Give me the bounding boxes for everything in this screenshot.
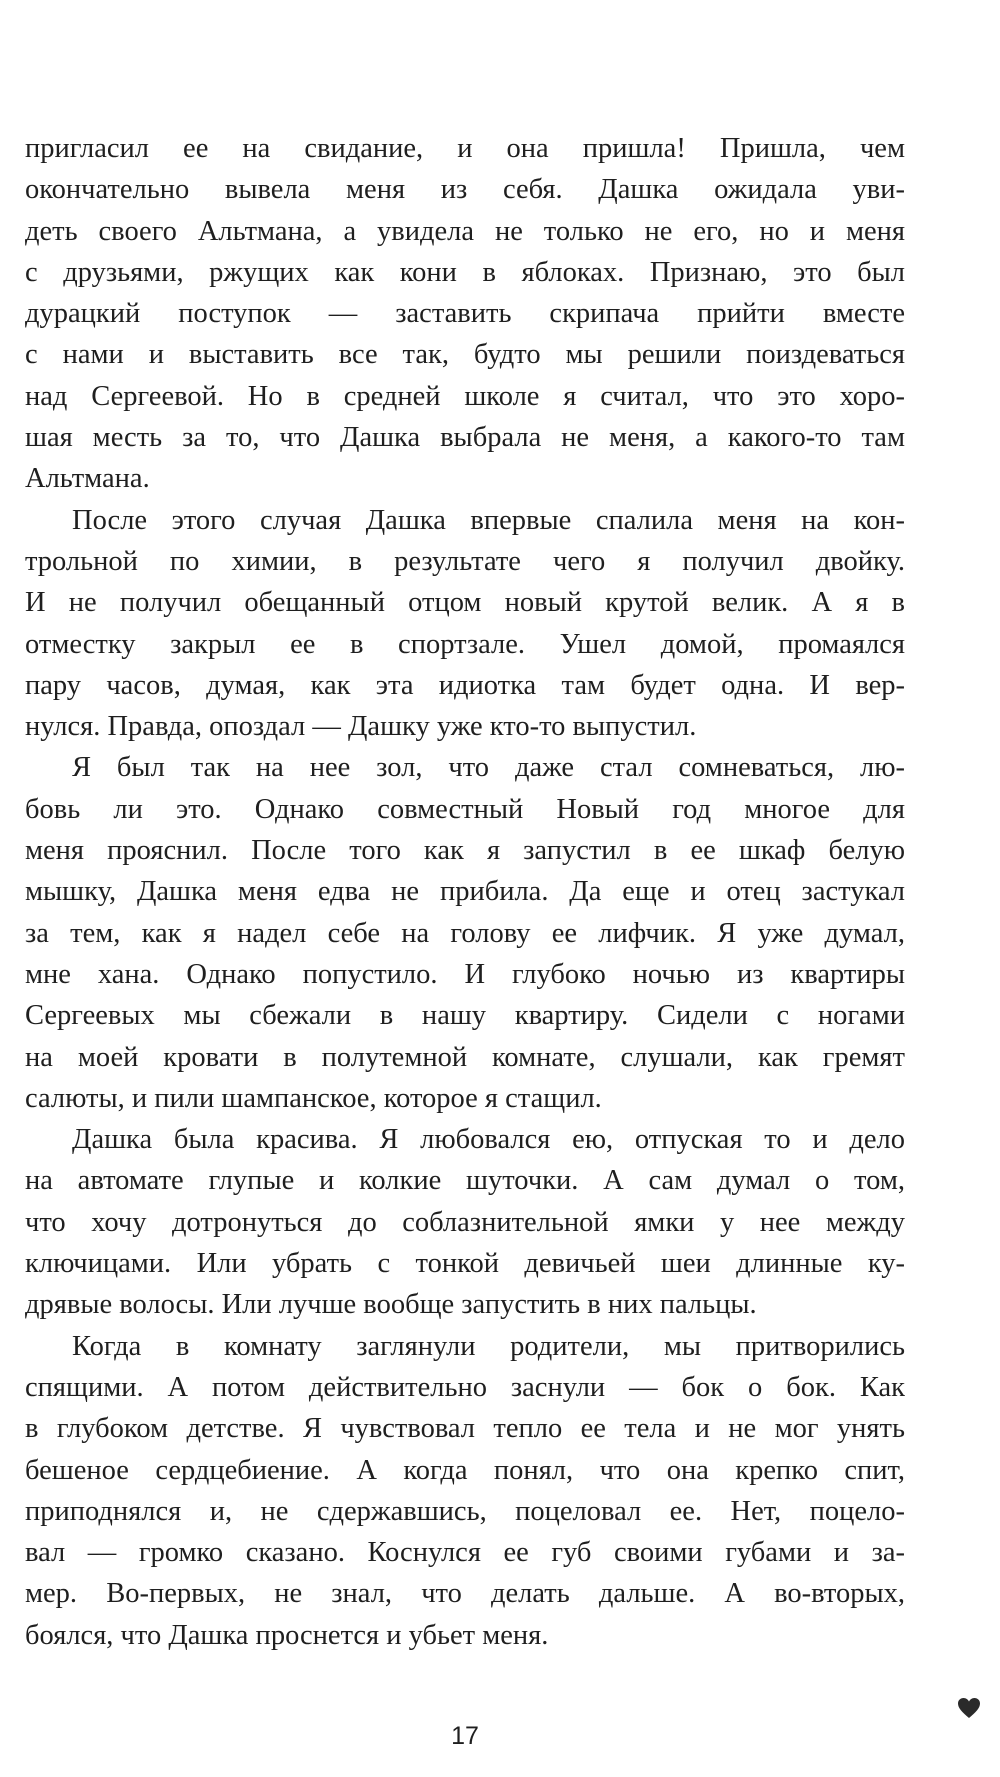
- text-line: спящими. А потом действительно заснули — бок о бок. Как: [25, 1371, 905, 1403]
- text-line: отместку закрыл ее в спортзале. Ушел домой, промаялся: [25, 628, 905, 660]
- text-line: Альтмана.: [25, 463, 150, 495]
- text-line: мне хана. Однако попустило. И глубоко ночью из квартиры: [25, 958, 905, 990]
- text-line: на автомате глупые и колкие шуточки. А сам думал о том,: [25, 1165, 905, 1197]
- text-line: бешеное сердцебиение. А когда понял, что она крепко спит,: [25, 1454, 905, 1486]
- text-line: После этого случая Дашка впервые спалила меня на кон-: [72, 504, 905, 536]
- text-line: с нами и выставить все так, будто мы решили поиздеваться: [25, 339, 905, 371]
- text-line: дрявые волосы. Или лучше вообще запустить в них пальцы.: [25, 1289, 757, 1321]
- text-line: шая месть за то, что Дашка выбрала не меня, а какого-то там: [25, 422, 905, 454]
- text-line: дурацкий поступок — заставить скрипача прийти вместе: [25, 298, 905, 330]
- text-line: в глубоком детстве. Я чувствовал тепло ее тела и не мог унять: [25, 1413, 905, 1445]
- text-line: мышку, Дашка меня едва не прибила. Да еще и отец застукал: [25, 876, 905, 908]
- text-line: с друзьями, ржущих как кони в яблоках. Признаю, это был: [25, 256, 905, 288]
- text-line: ключицами. Или убрать с тонкой девичьей шеи длинные ку-: [25, 1248, 905, 1280]
- text-line: нулся. Правда, опоздал — Дашку уже кто-то выпустил.: [25, 711, 697, 743]
- page-number: 17: [451, 1722, 479, 1750]
- text-line: Сергеевых мы сбежали в нашу квартиру. Сидели с ногами: [25, 1000, 905, 1032]
- text-line: мер. Во-первых, не знал, что делать дальше. А во-вторых,: [25, 1578, 905, 1610]
- text-line: над Сергеевой. Но в средней школе я считал, что это хоро-: [25, 380, 905, 412]
- text-line: вал — громко сказано. Коснулся ее губ своими губами и за-: [25, 1537, 905, 1569]
- text-line: деть своего Альтмана, а увидела не только не его, но и меня: [25, 215, 905, 247]
- text-line: Я был так на нее зол, что даже стал сомневаться, лю-: [72, 752, 905, 784]
- heart-icon: [957, 1697, 981, 1719]
- text-line: трольной по химии, в результате чего я получил двойку.: [25, 545, 905, 577]
- text-line: что хочу дотронуться до соблазнительной ямки у нее между: [25, 1206, 905, 1238]
- text-line: Когда в комнату заглянули родители, мы притворились: [72, 1330, 905, 1362]
- text-line: приподнялся и, не сдержавшись, поцеловал ее. Нет, поцело-: [25, 1495, 905, 1527]
- text-line: на моей кровати в полутемной комнате, слушали, как гремят: [25, 1041, 905, 1073]
- text-line: меня прояснил. После того как я запустил в ее шкаф белую: [25, 835, 905, 867]
- page-body: [25, 128, 905, 1656]
- text-line: Дашка была красива. Я любовался ею, отпуская то и дело: [72, 1124, 905, 1156]
- text-line: пару часов, думая, как эта идиотка там будет одна. И вер-: [25, 669, 905, 701]
- text-line: И не получил обещанный отцом новый крутой велик. А я в: [25, 587, 905, 619]
- text-line: боялся, что Дашка проснется и убьет меня.: [25, 1619, 549, 1651]
- text-line: окончательно вывела меня из себя. Дашка ожидала уви-: [25, 174, 905, 206]
- text-line: пригласил ее на свидание, и она пришла! Пришла, чем: [25, 133, 905, 164]
- text-line: бовь ли это. Однако совместный Новый год многое для: [25, 793, 905, 825]
- text-line: салюты, и пили шампанское, которое я стащил.: [25, 1082, 602, 1114]
- text-line: за тем, как я надел себе на голову ее лифчик. Я уже думал,: [25, 917, 905, 949]
